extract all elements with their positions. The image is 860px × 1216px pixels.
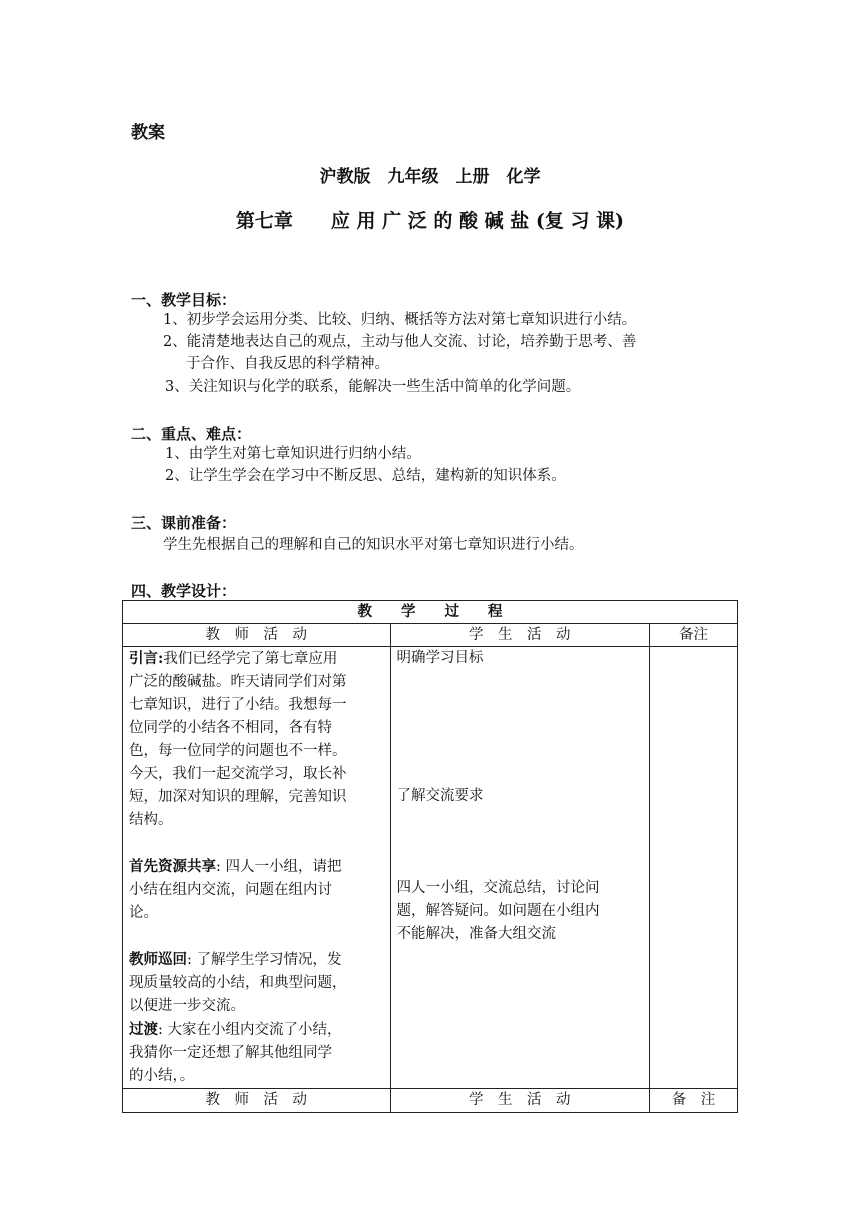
text-line: : 了解学生学习情况，发 (187, 952, 342, 968)
text-line: 今天，我们一起交流学习，取长补 (129, 766, 347, 782)
note-footer: 备 注 (650, 1089, 738, 1113)
text-line: 小结在组内交流，问题在组内讨 (129, 882, 332, 898)
text-line: 以便进一步交流。 (129, 998, 245, 1014)
text-line: 我们已经学完了第七章应用 (163, 651, 338, 667)
intro-paragraph (129, 647, 384, 832)
section-heading-preparation: 三、课前准备： (131, 514, 237, 532)
student-activity-cell (390, 647, 650, 1089)
text-line: 题，解答疑问。如问题在小组内 (396, 903, 600, 919)
transition-paragraph (129, 1018, 384, 1088)
patrol-label: 教师巡回 (129, 951, 187, 968)
teacher-activity-cell (123, 647, 391, 1089)
section-heading-keypoints: 二、重点、难点： (131, 425, 252, 443)
objective-item: 3、关注知识与化学的联系，能解决一些生活中简单的化学问题。 (165, 379, 581, 395)
text-line: 的小结，。 (129, 1068, 195, 1084)
page-title: 第七章 应 用 广 泛 的 酸 碱 盐 (复 习 课) (235, 210, 625, 232)
keypoint-item: 2、让学生学会在学习中不断反思、总结，建构新的知识体系。 (165, 468, 566, 484)
preparation-text: 学生先根据自己的理解和自己的知识水平对第七章知识进行小结。 (163, 537, 584, 553)
transition-label: 过渡 (129, 1021, 158, 1038)
text-line: 位同学的小结各不相同，各有特 (129, 720, 332, 736)
objective-item: 2、能清楚地表达自己的观点，主动与他人交流、讨论，培养勤于思考、善 (163, 334, 637, 350)
note-cell (650, 647, 738, 1089)
text-line: 七章知识，进行了小结。我想每一 (129, 697, 347, 713)
keypoint-item: 1、由学生对第七章知识进行归纳小结。 (165, 446, 421, 462)
text-line: : 大家在小组内交流了小结， (158, 1022, 342, 1038)
student-line: 了解交流要求 (396, 788, 484, 804)
student-group-paragraph (397, 877, 644, 946)
text-line: 结构。 (129, 812, 173, 828)
process-header: 教 学 过 程 (123, 601, 738, 624)
share-label: 首先资源共享 (129, 858, 216, 875)
patrol-paragraph (129, 948, 384, 1018)
teacher-activity-header: 教 师 活 动 (123, 624, 391, 647)
text-line: 色，每一位同学的问题也不一样。 (129, 743, 347, 759)
document-label: 教案 (131, 123, 165, 143)
student-line: 明确学习目标 (396, 650, 484, 666)
teacher-activity-footer: 教 师 活 动 (123, 1089, 391, 1113)
subtitle: 沪教版 九年级 上册 化学 (319, 167, 541, 187)
text-line: 我猜你一定还想了解其他组同学 (129, 1045, 332, 1061)
intro-label: 引言: (129, 650, 164, 667)
text-line: 不能解决，准备大组交流 (396, 926, 557, 942)
objective-item: 1、初步学会运用分类、比较、归纳、概括等方法对第七章知识进行小结。 (163, 312, 637, 328)
text-line: 四人一小组，交流总结，讨论问 (396, 880, 600, 896)
teaching-design-table (122, 600, 738, 1113)
resource-share-paragraph (129, 855, 384, 925)
student-activity-footer: 学 生 活 动 (390, 1089, 650, 1113)
section-heading-design: 四、教学设计： (131, 582, 237, 600)
text-line: : 四人一小组，请把 (216, 859, 342, 875)
text-line: 现质量较高的小结，和典型问题， (129, 975, 347, 991)
text-line: 短，加深对知识的理解，完善知识 (129, 789, 347, 805)
section-heading-objectives: 一、教学目标： (131, 291, 237, 309)
text-line: 广泛的酸碱盐。昨天请同学们对第 (129, 674, 347, 690)
student-activity-header: 学 生 活 动 (390, 624, 650, 647)
objective-item-continued: 于合作、自我反思的科学精神。 (186, 356, 389, 372)
text-line: 论。 (129, 905, 158, 921)
note-header: 备注 (650, 624, 738, 647)
